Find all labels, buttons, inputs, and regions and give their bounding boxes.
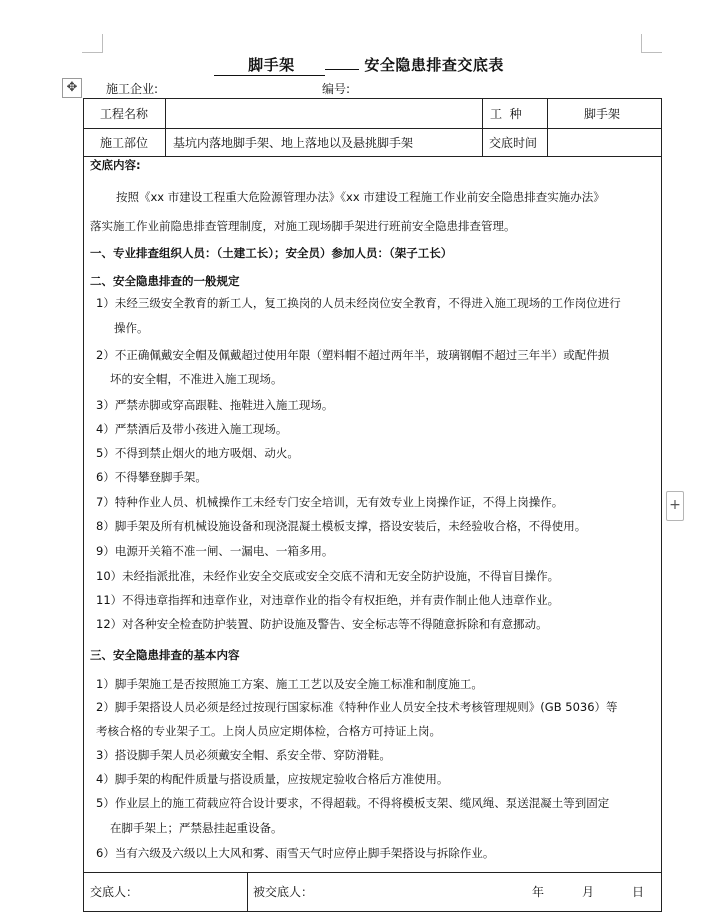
project-name-label: 工程名称 <box>100 107 149 121</box>
page-corner-mark-left <box>82 34 103 53</box>
section-2-title: 二、安全隐患排查的一般规定 <box>90 274 240 288</box>
basic-line: 4）脚手架的构配件质量与搭设质量，应按规定验收合格后方准使用。 <box>96 772 449 786</box>
page-corner-mark-right <box>641 34 662 53</box>
intro-line-1: 按照《xx 市建设工程重大危险源管理办法》《xx 市建设工程施工作业前安全隐患排查实施办法》 <box>116 190 605 204</box>
company-label: 施工企业: <box>106 82 159 96</box>
page-title <box>0 54 718 76</box>
location-label: 施工部位 <box>100 136 149 150</box>
discloser-label: 交底人： <box>90 885 139 899</box>
rule-line: 3）严禁赤脚或穿高跟鞋、拖鞋进入施工现场。 <box>96 398 334 412</box>
rule-line: 9）电源开关箱不准一闸、一漏电、一箱多用。 <box>96 544 334 558</box>
basic-line: 6）当有六级及六级以上大风和雾、雨雪天气时应停止脚手架搭设与拆除作业。 <box>96 846 495 860</box>
move-icon[interactable]: ✥ <box>62 78 82 98</box>
rule-line: 11）不得违章指挥和违章作业，对违章作业的指令有权拒绝，并有责作制止他人违章作业。 <box>96 593 560 607</box>
basic-line: 在脚手架上；严禁悬挂起重设备。 <box>110 821 283 835</box>
rule-line: 7）特种作业人员、机械操作工未经专门安全培训，无有效专业上岗操作证，不得上岗操作。 <box>96 495 564 509</box>
month-label: 月 <box>582 885 595 899</box>
rule-line: 4）严禁酒后及带小孩进入施工现场。 <box>96 422 288 436</box>
location-value[interactable]: 基坑内落地脚手架、地上落地以及悬挑脚手架 <box>173 136 414 150</box>
title-fill: 脚手架 <box>214 54 325 76</box>
year-label: 年 <box>532 885 545 899</box>
number-label: 编号: <box>322 82 351 96</box>
rule-line: 操作。 <box>114 321 149 335</box>
basic-line: 1）脚手架施工是否按照施工方案、施工工艺以及安全施工标准和制度施工。 <box>96 677 483 691</box>
section-1: 一、专业排查组织人员：（土建工长）；安全员）参加人员：（架子工长） <box>90 246 453 260</box>
title-underline <box>325 55 359 70</box>
basic-line: 5）作业层上的施工荷载应符合设计要求，不得超载。不得将模板支架、缆风绳、泵送混凝土等到固定 <box>96 796 610 810</box>
plus-icon[interactable]: + <box>666 491 684 521</box>
rule-line: 1）未经三级安全教育的新工人，复工换岗的人员未经岗位安全教育，不得进入施工现场的工作岗位进行 <box>96 296 621 310</box>
title-suffix: 安全隐患排查交底表 <box>364 56 504 74</box>
intro-line-2: 落实施工作业前隐患排查管理制度，对施工现场脚手架进行班前安全隐患排查管理。 <box>90 219 516 233</box>
trade-value[interactable]: 脚手架 <box>584 107 621 121</box>
rule-line: 坏的安全帽，不准进入施工现场。 <box>110 372 283 386</box>
content-heading: 交底内容: <box>90 158 141 172</box>
receiver-label: 被交底人： <box>253 885 314 899</box>
rule-line: 10）未经指派批准，未经作业安全交底或安全交底不清和无安全防护设施，不得盲目操作。 <box>96 569 560 583</box>
rule-line: 2）不正确佩戴安全帽及佩戴超过使用年限（塑料帽不超过两年半，玻璃钢帽不超过三年半）或配件损 <box>96 348 610 362</box>
rule-line: 6）不得攀登脚手架。 <box>96 470 207 484</box>
time-label: 交底时间 <box>489 136 538 150</box>
rule-line: 5）不得到禁止烟火的地方吸烟、动火。 <box>96 446 299 460</box>
disclosure-table <box>83 98 662 912</box>
section-3-title: 三、安全隐患排查的基本内容 <box>90 648 240 662</box>
basic-line: 考核合格的专业架子工。上岗人员应定期体检，合格方可持证上岗。 <box>96 724 441 738</box>
basic-line: 3）搭设脚手架人员必须戴安全帽、系安全带、穿防滑鞋。 <box>96 748 391 762</box>
rule-line: 8）脚手架及所有机械设施设备和现浇混凝土模板支撑，搭设安装后，未经验收合格，不得使用。 <box>96 519 587 533</box>
basic-line: 2）脚手架搭设人员必须是经过按现行国家标准《特种作业人员安全技术考核管理规则》(GB 5036）等 <box>96 700 618 714</box>
trade-label: 工 种 <box>490 107 522 121</box>
day-label: 日 <box>632 885 645 899</box>
rule-line: 12）对各种安全检查防护装置、防护设施及警告、安全标志等不得随意拆除和有意挪动。 <box>96 617 548 631</box>
